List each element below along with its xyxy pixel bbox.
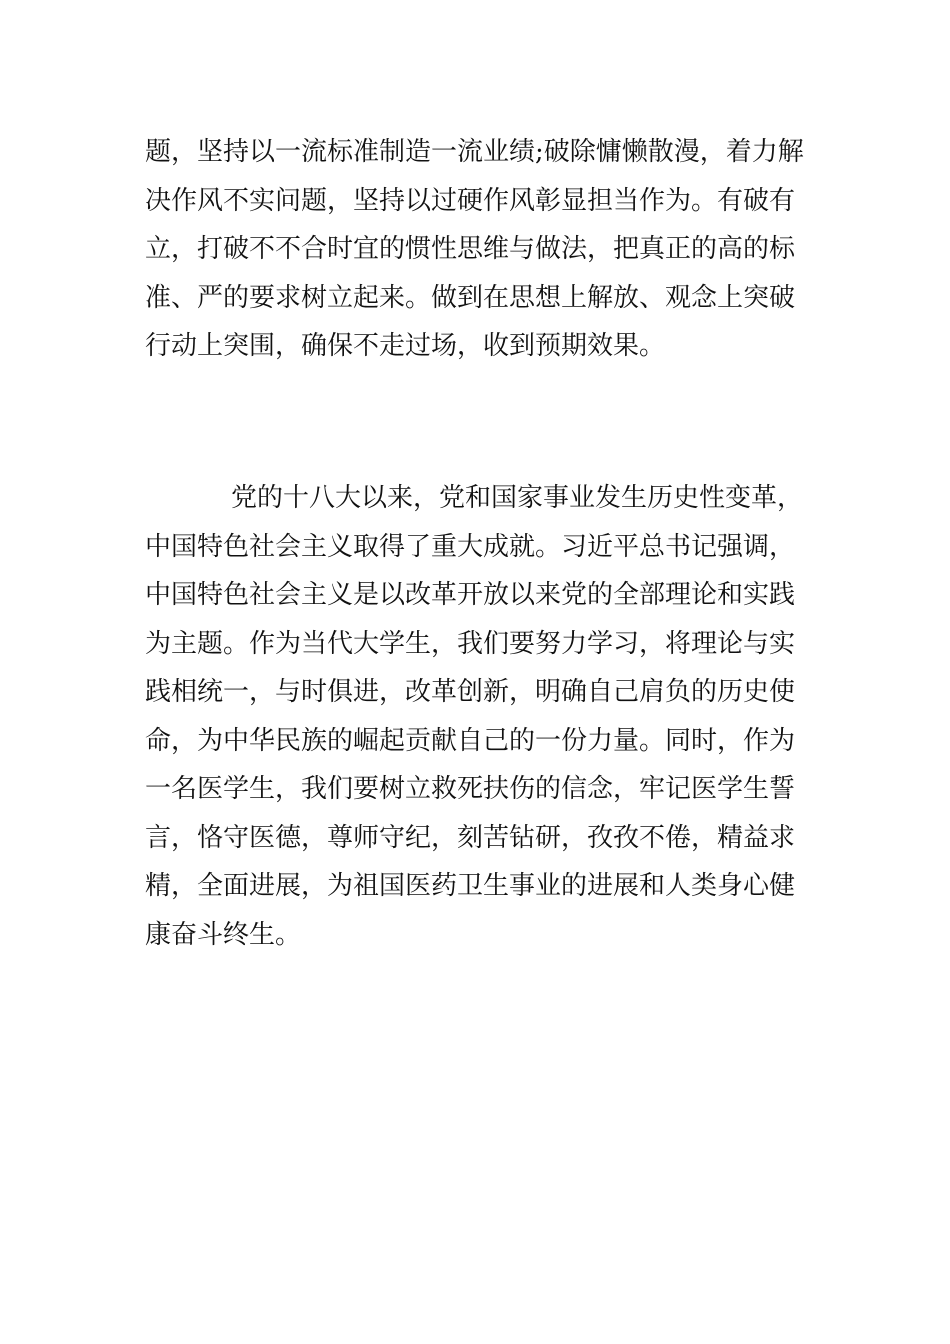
text-line: 题，坚持以一流标准制造一流业绩;破除慵懒散漫，着力解 — [145, 137, 804, 167]
text-line: 为主题。作为当代大学生，我们要努力学习，将理论与实 — [145, 628, 796, 659]
text-line: 中国特色社会主义是以改革开放以来党的全部理论和实践 — [145, 580, 796, 610]
text-line: 康奋斗终生。 — [145, 919, 302, 950]
text-line: 中国特色社会主义取得了重大成就。习近平总书记强调， — [145, 531, 796, 562]
text-line: 命，为中华民族的崛起贡献自己的一份力量。同时，作为 — [145, 725, 796, 756]
text-line: 立，打破不不合时宜的惯性思维与做法，把真正的高的标 — [145, 234, 796, 264]
text-line: 准、严的要求树立起来。做到在思想上解放、观念上突破 — [145, 282, 796, 313]
text-line: 决作风不实问题，坚持以过硬作风彰显担当作为。有破有 — [145, 185, 796, 216]
text-line: 行动上突围，确保不走过场，收到预期效果。 — [145, 331, 666, 361]
text-line: 践相统一，与时俱进，改革创新，明确自己肩负的历史使 — [145, 677, 796, 707]
text-line: 言，恪守医德，尊师守纪，刻苦钻研，孜孜不倦，精益求 — [145, 822, 796, 853]
paragraph-main — [145, 474, 810, 959]
text-line: 精，全面进展，为祖国医药卫生事业的进展和人类身心健 — [145, 871, 796, 901]
paragraph-continuation — [145, 128, 810, 371]
text-line: 一名医学生，我们要树立救死扶伤的信念，牢记医学生誓 — [145, 774, 796, 804]
text-line-indented: 党的十八大以来，党和国家事业发生历史性变革， — [231, 483, 804, 513]
